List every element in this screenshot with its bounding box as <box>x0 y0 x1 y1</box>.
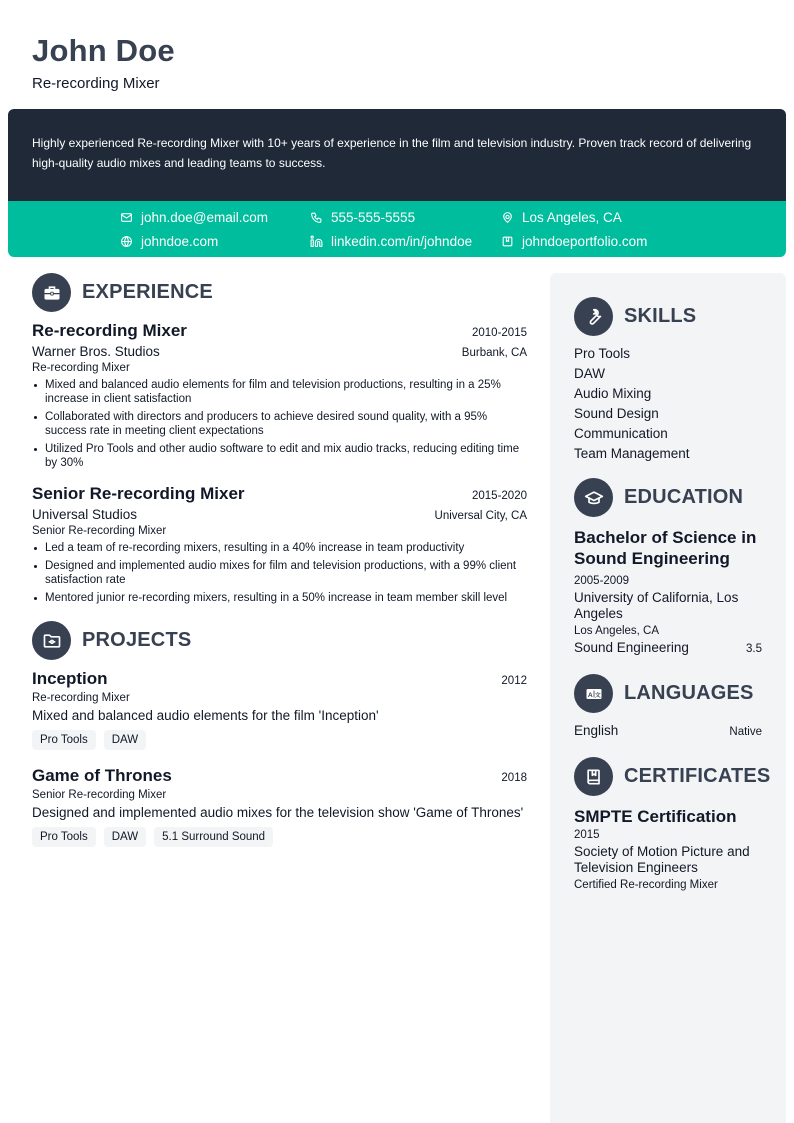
language-item <box>574 723 762 739</box>
project-role: Re-recording Mixer <box>32 692 130 704</box>
experience-title: EXPERIENCE <box>82 281 213 303</box>
job-bullet: Mixed and balanced audio elements for film and television productions, resulting in a 25% increase in client satisfaction <box>32 378 527 406</box>
job-bullets <box>32 541 527 605</box>
contact-portfolio[interactable] <box>501 232 647 250</box>
job-title: Re-recording Mixer <box>32 321 187 340</box>
education-heading <box>574 478 762 517</box>
experience-item <box>32 484 527 605</box>
contact-phone-text: 555-555-5555 <box>331 209 416 225</box>
map-pin-icon <box>501 211 514 224</box>
project-description: Mixed and balanced audio elements for the film 'Inception' <box>32 708 379 723</box>
certificate-name: SMPTE Certification <box>574 807 737 826</box>
main-column <box>32 273 527 847</box>
job-role: Re-recording Mixer <box>32 362 130 374</box>
certificate-title: Certified Re-recording Mixer <box>574 879 718 891</box>
project-tag: Pro Tools <box>32 730 96 750</box>
folder-icon <box>32 621 71 660</box>
contact-email-text: john.doe@email.com <box>141 209 269 225</box>
contact-email[interactable] <box>120 208 268 226</box>
experience-item <box>32 321 527 470</box>
contact-phone[interactable] <box>310 208 415 226</box>
education-gpa: 3.5 <box>746 643 762 655</box>
certificate-item <box>574 806 762 891</box>
skill-item: Sound Design <box>574 406 659 421</box>
job-title: Senior Re-recording Mixer <box>32 484 245 503</box>
job-location: Burbank, CA <box>461 347 527 359</box>
languages-title: LANGUAGES <box>624 682 754 704</box>
project-tag: DAW <box>104 827 146 847</box>
project-tag: 5.1 Surround Sound <box>154 827 273 847</box>
job-bullet: Mentored junior re-recording mixers, resulting in a 50% increase in team member skill level <box>32 591 527 605</box>
contact-website[interactable] <box>120 232 218 250</box>
skill-item: Pro Tools <box>574 346 631 361</box>
contact-location-text: Los Angeles, CA <box>522 209 622 225</box>
education-location: Los Angeles, CA <box>574 625 660 637</box>
summary-text: Highly experienced Re-recording Mixer with 10+ years of experience in the film and television industry. Proven track record of delivering high-quality audio mixes and leading teams to success. <box>32 136 752 170</box>
project-name: Game of Thrones <box>32 766 172 785</box>
contact-location <box>501 208 622 226</box>
svg-text:文: 文 <box>594 692 601 699</box>
globe-icon <box>120 235 133 248</box>
project-year: 2018 <box>501 772 527 784</box>
job-dates: 2010-2015 <box>472 327 527 339</box>
education-dates: 2005-2009 <box>574 575 629 587</box>
project-item <box>32 669 527 750</box>
project-name: Inception <box>32 669 108 688</box>
job-company: Warner Bros. Studios <box>32 344 160 359</box>
project-description: Designed and implemented audio mixes for the television show 'Game of Thrones' <box>32 805 524 820</box>
job-bullet: Designed and implemented audio mixes for film and television productions, with a 99% client satisfaction rate <box>32 559 527 587</box>
svg-text:A: A <box>587 691 593 699</box>
certificates-title: CERTIFICATES <box>624 765 771 787</box>
education-school: University of California, Los Angeles <box>574 590 739 621</box>
skills-heading <box>574 297 762 336</box>
education-title: EDUCATION <box>624 486 744 508</box>
candidate-title: Re-recording Mixer <box>32 75 160 92</box>
skill-item: Team Management <box>574 446 690 461</box>
job-role: Senior Re-recording Mixer <box>32 525 167 537</box>
project-role: Senior Re-recording Mixer <box>32 789 167 801</box>
education-field: Sound Engineering <box>574 640 689 655</box>
skill-item: Communication <box>574 426 668 441</box>
translate-icon <box>574 674 613 713</box>
experience-heading <box>32 273 527 312</box>
phone-icon <box>310 211 323 224</box>
skill-item: Audio Mixing <box>574 386 652 401</box>
project-tags <box>32 730 527 750</box>
skill-item: DAW <box>574 366 605 381</box>
sidebar-column <box>550 273 786 1123</box>
language-level: Native <box>729 726 762 738</box>
contact-website-text: johndoe.com <box>141 233 219 249</box>
portfolio-icon <box>501 235 514 248</box>
graduation-cap-icon <box>574 478 613 517</box>
book-icon <box>574 757 613 796</box>
skills-title: SKILLS <box>624 305 697 327</box>
job-bullet: Collaborated with directors and producers to achieve desired sound quality, with a 95% success rate in meeting client expectations <box>32 410 527 438</box>
briefcase-icon <box>32 273 71 312</box>
contact-linkedin-text: linkedin.com/in/johndoe <box>331 233 473 249</box>
education-degree: Bachelor of Science in Sound Engineering <box>574 528 757 568</box>
contact-portfolio-text: johndoeportfolio.com <box>522 233 648 249</box>
header <box>32 34 175 92</box>
job-bullets <box>32 378 527 470</box>
project-tags <box>32 827 527 847</box>
wrench-icon <box>574 297 613 336</box>
candidate-name: John Doe <box>32 33 175 68</box>
project-tag: Pro Tools <box>32 827 96 847</box>
education-item <box>574 527 762 656</box>
projects-title: PROJECTS <box>82 629 192 651</box>
project-tag: DAW <box>104 730 146 750</box>
language-name: English <box>574 723 619 738</box>
project-year: 2012 <box>501 675 527 687</box>
job-location: Universal City, CA <box>434 510 527 522</box>
linkedin-icon <box>310 235 323 248</box>
projects-heading <box>32 621 527 660</box>
contact-linkedin[interactable] <box>310 232 472 250</box>
certificates-heading <box>574 757 771 796</box>
skills-list <box>574 344 762 464</box>
summary-box <box>8 109 786 201</box>
certificate-issuer: Society of Motion Picture and Television Engineers <box>574 844 750 875</box>
job-company: Universal Studios <box>32 507 138 522</box>
certificate-year: 2015 <box>574 829 600 841</box>
languages-heading <box>574 674 762 713</box>
project-item <box>32 766 527 847</box>
mail-icon <box>120 211 133 224</box>
job-bullet: Led a team of re-recording mixers, resulting in a 40% increase in team productivity <box>32 541 527 555</box>
job-bullet: Utilized Pro Tools and other audio software to edit and mix audio tracks, reducing editing time by 30% <box>32 442 527 470</box>
contact-bar <box>8 201 786 257</box>
job-dates: 2015-2020 <box>472 490 527 502</box>
